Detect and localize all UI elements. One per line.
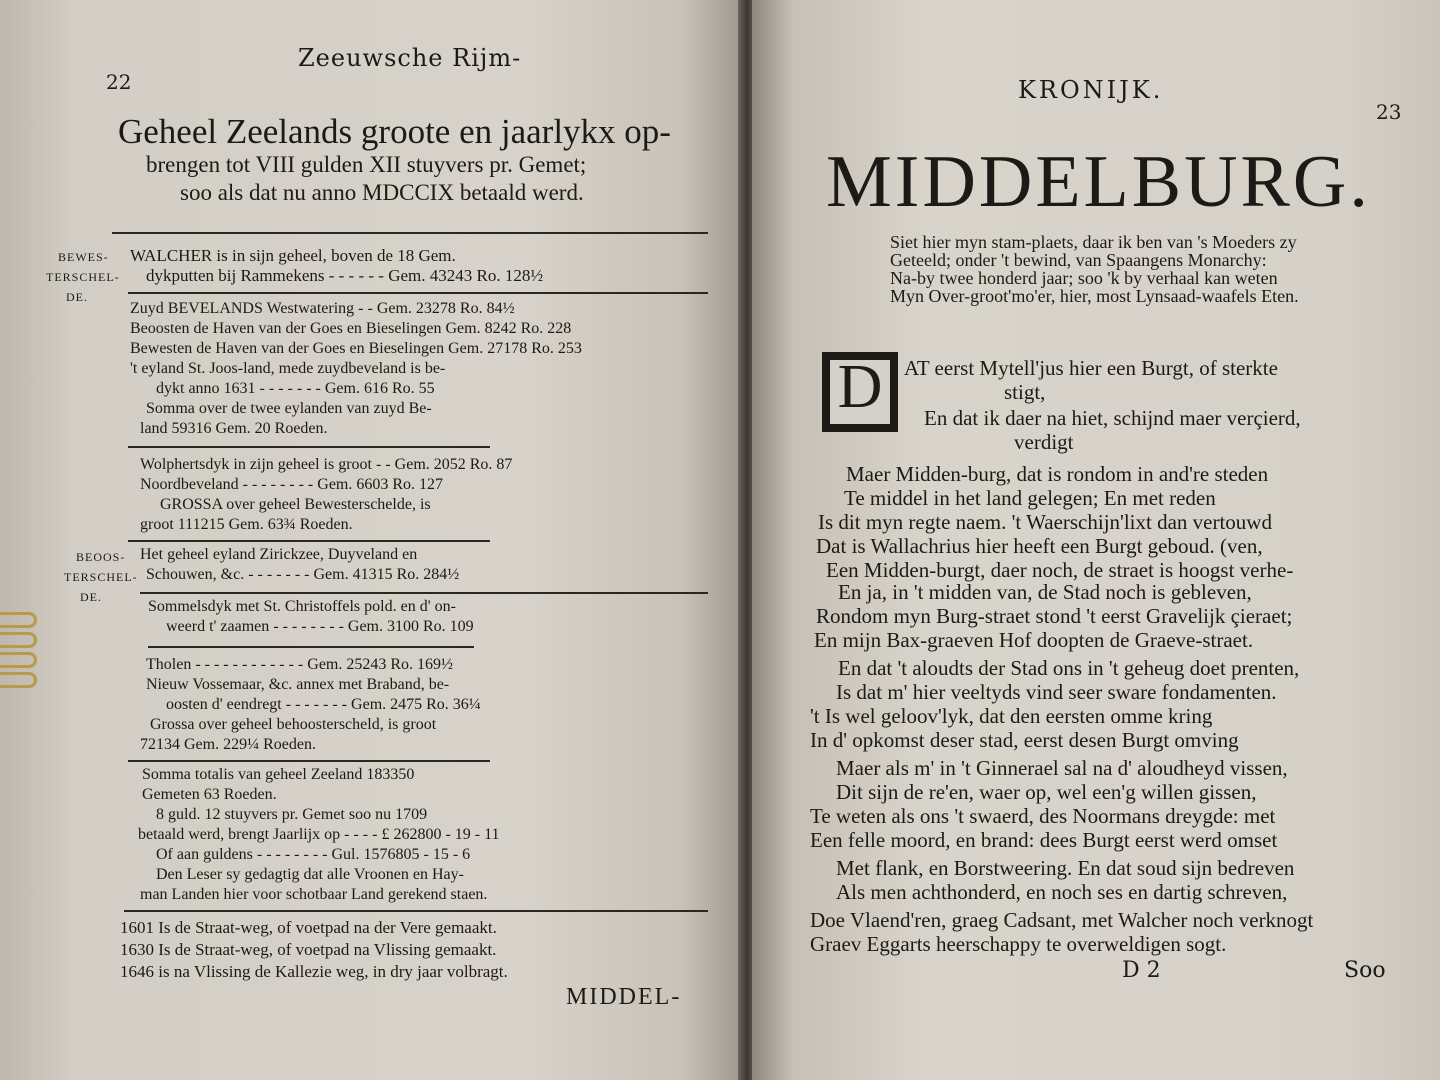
binder-ring [0,612,37,628]
epigraph-line: Myn Over-groot'mo'er, hier, most Lynsaad-waafels Eten. [890,286,1299,306]
verse-line: Dat is Wallachrius hier heeft een Burgt geboud. (ven, [816,534,1263,558]
table-line: GROSSA over geheel Bewesterschelde, is [160,496,431,513]
verse-line: En dat 't aloudts der Stad ons in 't geheug doet prenten, [838,656,1300,680]
divider [140,592,708,594]
divider [112,232,708,234]
table-line: oosten d' eendregt - - - - - - - Gem. 2475 Ro. 36¼ [166,696,481,713]
table-line: Het geheel eyland Zirickzee, Duyveland en [140,546,418,563]
epigraph-line: Geteeld; onder 't bewind, van Spaangens Monarchy: [890,250,1267,270]
binder-ring [0,652,37,668]
table-line: land 59316 Gem. 20 Roeden. [140,420,328,437]
table-line: 1601 Is de Straat-weg, of voetpad na der Vere gemaakt. [120,918,497,937]
signature-mark: D 2 [1122,958,1161,983]
drop-cap [822,352,898,432]
epigraph-line: Siet hier myn stam-plaets, daar ik ben van 's Moeders zy [890,232,1297,252]
divider [124,910,708,912]
verse-line: Graev Eggarts heerschappy te overweldigen sogt. [810,932,1227,956]
binder-ring [0,632,37,648]
table-line: 't eyland St. Joos-land, mede zuydbeveland is be- [130,360,446,377]
table-line: Sommelsdyk met St. Christoffels pold. en d' on- [148,598,456,615]
table-line: man Landen hier voor schotbaar Land gerekend staen. [140,886,488,903]
divider [128,292,708,294]
margin-note: TERSCHEL- [46,270,120,284]
table-line: dykt anno 1631 - - - - - - - Gem. 616 Ro. 55 [156,380,435,397]
left-running-head: Zeeuwsche Rijm- [298,44,522,72]
table-line: betaald werd, brengt Jaarlijx op - - - - £ 262800 - 19 - 11 [138,826,500,843]
verse-line: Met flank, en Borstweering. En dat soud sijn bedreven [836,856,1295,880]
chapter-title: MIDDELBURG. [826,141,1371,223]
divider [148,646,474,648]
table-line: Noordbeveland - - - - - - - - Gem. 6603 Ro. 127 [140,476,444,493]
binder-ring [0,672,37,688]
verse-line: Als men achthonderd, en noch ses en dartig schreven, [836,880,1288,904]
table-line: Of aan guldens - - - - - - - - Gul. 1576805 - 15 - 6 [156,846,471,863]
verse-line: Rondom myn Burg-straet stond 't eerst Gravelijk çieraet; [816,604,1293,628]
table-line: Gemeten 63 Roeden. [142,786,277,803]
table-line: WALCHER is in sijn geheel, boven de 18 Gem. [130,246,456,265]
verse-line: Maer Midden-burg, dat is rondom in and're steden [846,462,1269,486]
table-title-line1: Geheel Zeelands groote en jaarlykx op- [118,112,671,151]
divider [128,540,490,542]
table-title-line2: brengen tot VIII gulden XII stuyvers pr. Gemet; [146,152,587,177]
right-page-number: 23 [1376,100,1402,124]
table-line: weerd t' zaamen - - - - - - - - Gem. 3100 Ro. 109 [166,618,474,635]
verse-line: Is dat m' hier veeltyds vind seer sware fondamenten. [836,680,1277,704]
table-line: Grossa over geheel behoosterscheld, is groot [150,716,437,733]
table-line: Somma totalis van geheel Zeeland 183350 [142,766,415,783]
verse-line: Een felle moord, en brand: dees Burgt eerst werd omset [810,828,1278,852]
table-title-line3: soo als dat nu anno MDCCIX betaald werd. [180,180,584,205]
verse-line: AT eerst Mytell'jus hier een Burgt, of sterkte [904,356,1278,380]
margin-note: BEOOS- [76,550,126,564]
verse-line: Te weten als ons 't swaerd, des Noormans dreygde: met [810,804,1276,828]
table-line: groot 111215 Gem. 63¾ Roeden. [140,516,353,533]
verse-line: En mijn Bax-graeven Hof doopten de Graeve-straet. [814,628,1254,652]
table-line: Beoosten de Haven van der Goes en Bieselingen Gem. 8242 Ro. 228 [130,320,572,337]
table-line: dykputten bij Rammekens - - - - - - Gem. 43243 Ro. 128½ [146,266,544,285]
verse-line: stigt, [1004,380,1046,404]
verse-line: Maer als m' in 't Ginnerael sal na d' aloudheyd vissen, [836,756,1288,780]
right-running-head: KRONIJK. [1018,76,1164,104]
verse-line: En dat ik daer na hiet, schijnd maer verçierd, [924,406,1301,430]
table-line: 72134 Gem. 229¼ Roeden. [140,736,316,753]
margin-note: TERSCHEL- [64,570,138,584]
left-catchword: MIDDEL- [566,984,682,1010]
verse-line: Te middel in het land gelegen; En met reden [844,486,1216,510]
margin-note: DE. [66,290,88,304]
divider [128,760,490,762]
verse-line: 't Is wel geloov'lyk, dat den eersten omme kring [810,704,1213,728]
verse-line: En ja, in 't midden van, de Stad noch is gebleven, [838,580,1252,604]
table-line: Schouwen, &c. - - - - - - - Gem. 41315 Ro. 284½ [146,566,460,583]
verse-line: verdigt [1014,430,1074,454]
table-line: Zuyd BEVELANDS Westwatering - - Gem. 23278 Ro. 84½ [130,300,515,317]
margin-note: BEWES- [58,250,109,264]
right-catchword: Soo [1344,958,1386,983]
margin-note: DE. [80,590,102,604]
table-line: Tholen - - - - - - - - - - - - Gem. 25243 Ro. 169½ [146,656,454,673]
table-line: 1630 Is de Straat-weg, of voetpad na Vlissing gemaakt. [120,940,497,959]
table-line: Bewesten de Haven van der Goes en Bieselingen Gem. 27178 Ro. 253 [130,340,582,357]
table-line: Nieuw Vossemaar, &c. annex met Braband, be- [146,676,450,693]
table-line: Den Leser sy gedagtig dat alle Vroonen en Hay- [156,866,464,883]
verse-line: Dit sijn de re'en, waer op, wel een'g willen gissen, [836,780,1257,804]
epigraph-line: Na-by twee honderd jaar; soo 'k by verhaal kan weten [890,268,1278,288]
divider [128,446,490,448]
verse-line: Doe Vlaend'ren, graeg Cadsant, met Walcher noch verknogt [810,908,1314,932]
verse-line: Een Midden-burgt, daer noch, de straet is hoogst verhe- [826,558,1294,582]
left-page-number: 22 [106,70,132,94]
verse-line: In d' opkomst deser stad, eerst desen Burgt omving [810,728,1239,752]
table-line: Wolphertsdyk in zijn geheel is groot - - Gem. 2052 Ro. 87 [140,456,513,473]
verse-line: Is dit myn regte naem. 't Waerschijn'lixt dan vertouwd [818,510,1272,534]
table-line: 1646 is na Vlissing de Kallezie weg, in dry jaar volbragt. [120,962,508,981]
table-line: Somma over de twee eylanden van zuyd Be- [146,400,432,417]
drop-cap-letter: D [837,353,883,421]
table-line: 8 guld. 12 stuyvers pr. Gemet soo nu 1709 [156,806,428,823]
